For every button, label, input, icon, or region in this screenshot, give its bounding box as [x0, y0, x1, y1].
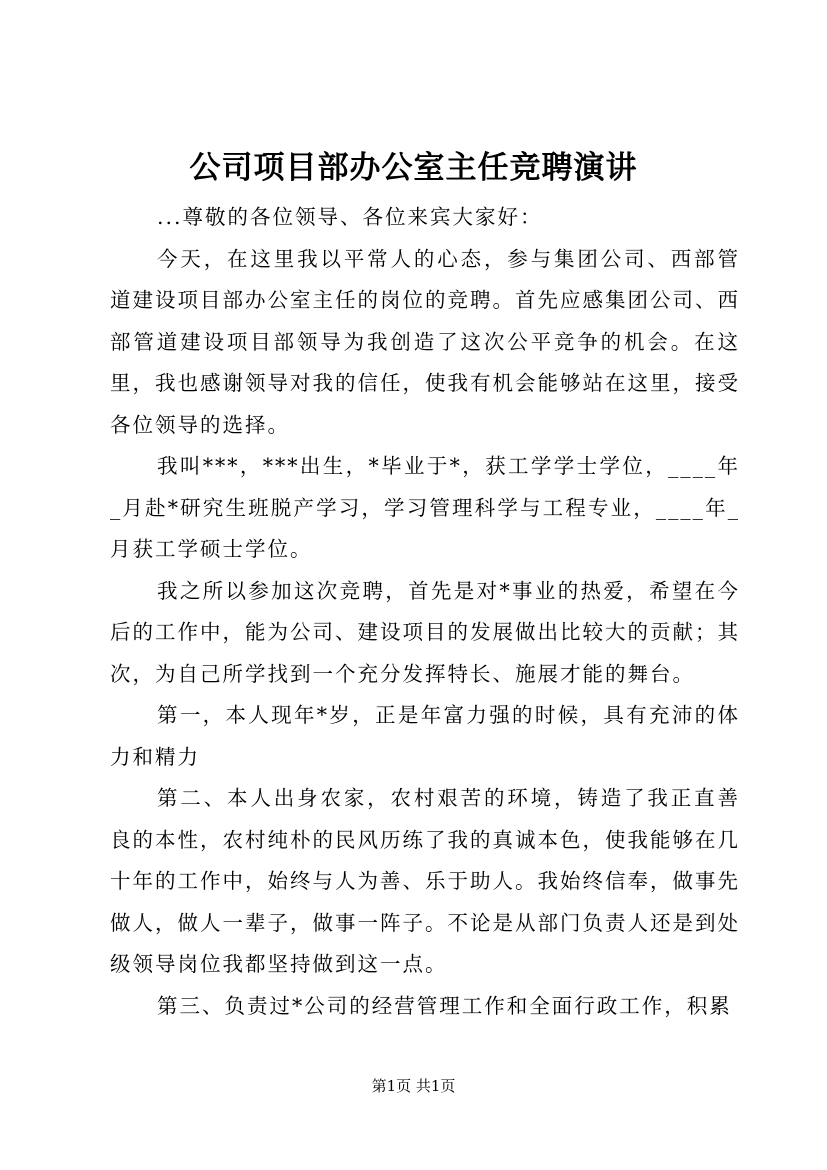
body-paragraph: 我之所以参加这次竞聘，首先是对*事业的热爱，希望在今后的工作中，能为公司、建设项目的发展做出比较大的贡献；其次，为自己所学找到一个充分发挥特长、施展才能的舞台。	[110, 578, 740, 686]
page-number-footer: 第1页 共1页	[371, 1077, 456, 1095]
body-paragraph: 第一，本人现年*岁，正是年富力强的时候，具有充沛的体力和精力	[110, 703, 740, 769]
body-paragraph: 第三、负责过*公司的经营管理工作和全面行政工作，积累	[157, 993, 732, 1018]
document-body	[110, 197, 740, 1027]
body-paragraph: 第二、本人出身农家，农村艰苦的环境，铸造了我正直善良的本性，农村纯朴的民风历练了我的真诚本色，使我能够在几十年的工作中，始终与人为善、乐于助人。我始终信奉，做事先做人，做人一辈子，做事一阵子。不论是从部门负责人还是到处级领导岗位我都坚持做到这一点。	[110, 786, 740, 976]
body-paragraph: 今天，在这里我以平常人的心态，参与集团公司、西部管道建设项目部办公室主任的岗位的竞聘。首先应感集团公司、西部管道建设项目部领导为我创造了这次公平竞争的机会。在这里，我也感谢领导对我的信任，使我有机会能够站在这里，接受各位领导的选择。	[110, 246, 740, 437]
body-paragraph: 我叫***，***出生，*毕业于*，获工学学士学位，____年_月赴*研究生班脱产学习，学习管理科学与工程专业，____年_月获工学硕士学位。	[110, 454, 740, 561]
greeting-paragraph: ...尊敬的各位领导、各位来宾大家好：	[157, 205, 543, 229]
document-title: 公司项目部办公室主任竞聘演讲	[189, 150, 638, 186]
